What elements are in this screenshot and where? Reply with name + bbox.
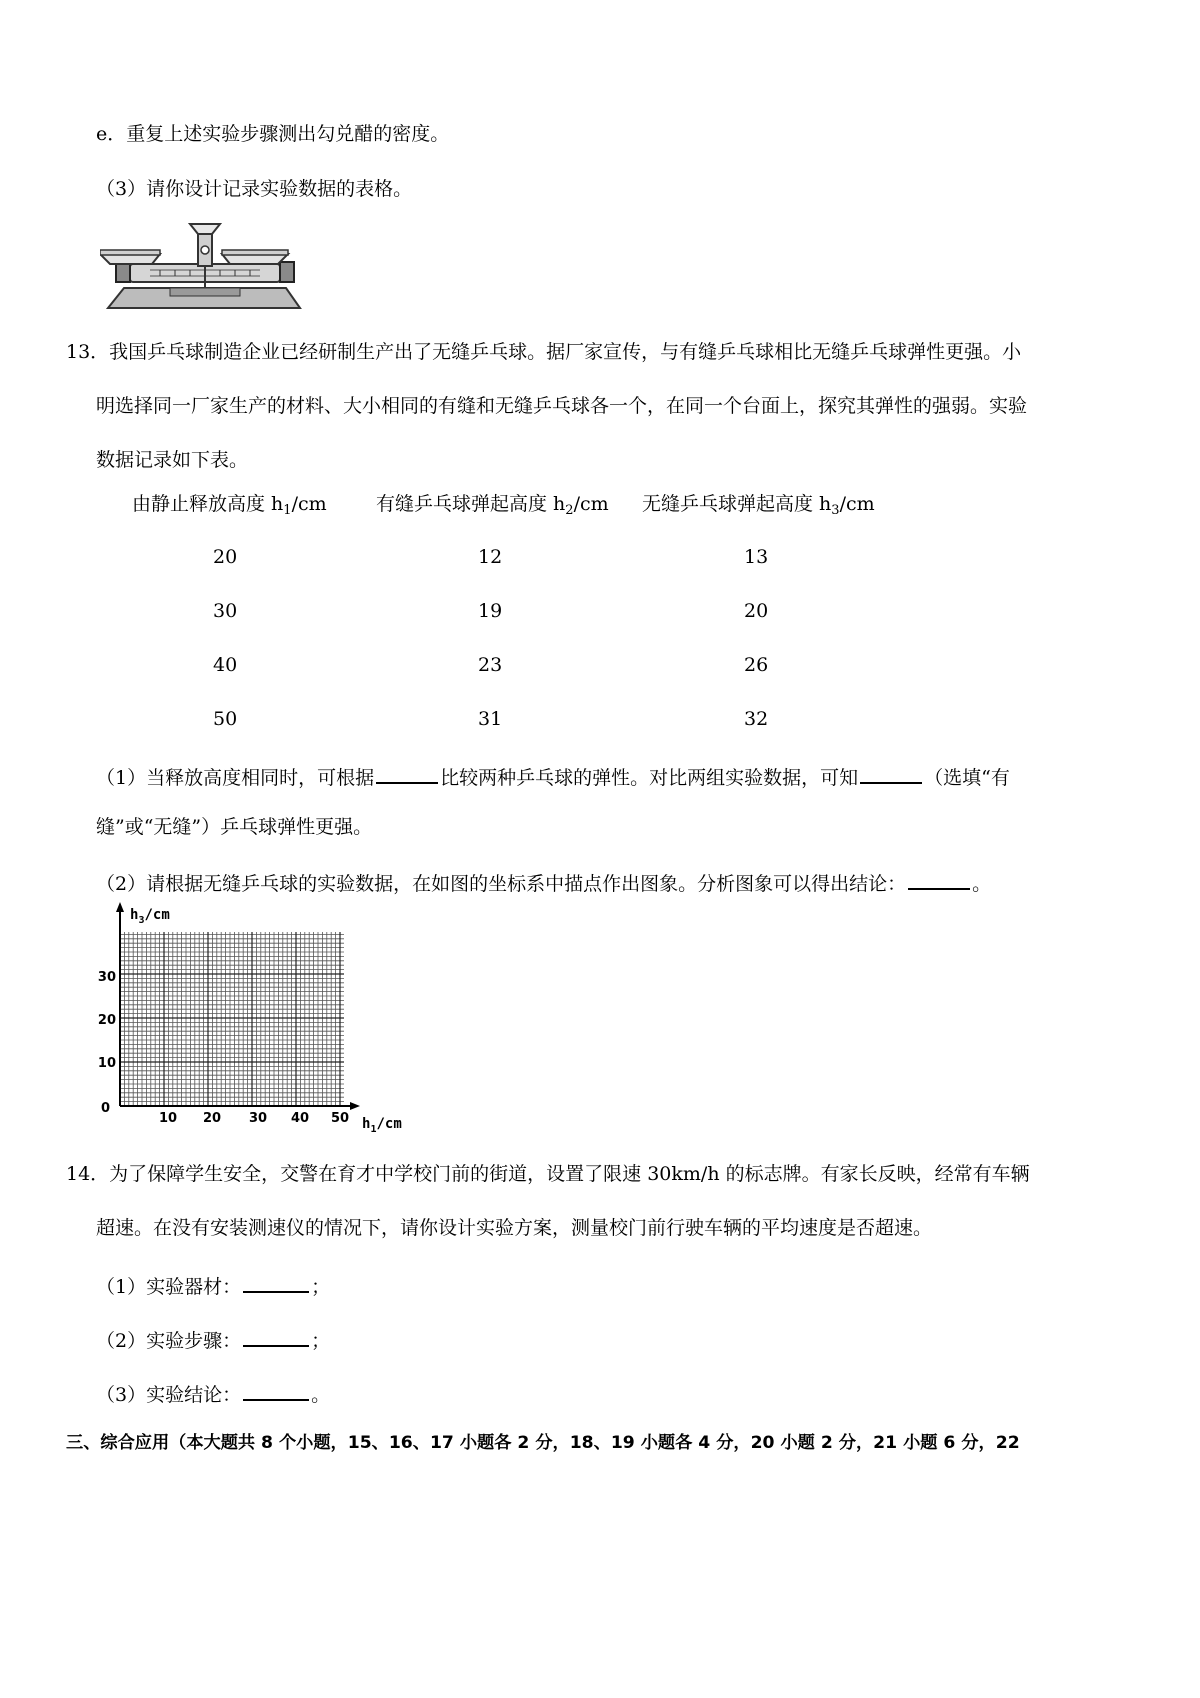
- answer-blank[interactable]: [860, 764, 922, 784]
- y-tick-label: 30: [97, 970, 116, 985]
- x-tick-label: 10: [158, 1111, 178, 1126]
- y-tick-label: 20: [97, 1013, 116, 1028]
- x-tick-label: 20: [202, 1111, 222, 1126]
- answer-blank[interactable]: [376, 764, 438, 784]
- x-tick-label: 50: [330, 1111, 350, 1126]
- table-header-h3: 无缝乒乓球弹起高度 $h_3/cm$: [642, 493, 875, 518]
- answer-blank[interactable]: [243, 1381, 309, 1401]
- table-cell: 31: [478, 708, 503, 730]
- q14-text-line1: 14．为了保障学生安全，交警在育才中学校门前的街道，设置了限速 30km/h 的标志牌。有家长反映，经常有车辆: [66, 1163, 1030, 1185]
- answer-blank[interactable]: [243, 1273, 309, 1293]
- q13-text-line1: 13．我国乒乓球制造企业已经研制生产出了无缝乒乓球。据厂家宣传，与有缝乒乓球相比无缝乒乓球弹性更强。小: [66, 341, 1022, 363]
- balance-scale-figure: [100, 220, 310, 312]
- table-header-h1: 由静止释放高度 $h_1/cm$: [132, 493, 327, 518]
- section3-heading: 三、综合应用（本大题共 8 个小题，15、16、17 小题各 2 分，18、19 小题各 4 分，20 小题 2 分，21 小题 6 分，22: [66, 1433, 1020, 1453]
- table-cell: 19: [478, 600, 503, 622]
- y-axis-label: $h_3/cm$: [130, 907, 170, 926]
- x-tick-label: 30: [248, 1111, 268, 1126]
- y-axis-arrow-icon: [116, 902, 124, 912]
- table-cell: 23: [478, 654, 503, 676]
- x-axis-label: $h_1/cm$: [362, 1116, 402, 1135]
- q14-item-equipment: （1）实验器材： ；: [96, 1273, 330, 1297]
- q13-text-line3: 数据记录如下表。: [96, 449, 249, 471]
- y-tick-label: 0: [100, 1101, 110, 1116]
- table-cell: 40: [213, 654, 238, 676]
- table-cell: 50: [213, 708, 238, 730]
- x-tick-label: 40: [290, 1111, 310, 1126]
- q12-step-e: e．重复上述实验步骤测出勾兑醋的密度。: [96, 123, 450, 145]
- answer-blank[interactable]: [908, 870, 970, 890]
- coordinate-grid: [90, 900, 420, 1140]
- answer-blank[interactable]: [243, 1327, 309, 1347]
- table-cell: 26: [744, 654, 769, 676]
- table-cell: 20: [744, 600, 769, 622]
- table-cell: 12: [478, 546, 503, 568]
- table-cell: 32: [744, 708, 769, 730]
- y-tick-label: 10: [97, 1056, 116, 1071]
- q12-part3: （3）请你设计记录实验数据的表格。: [96, 178, 413, 200]
- q14-item-conclusion: （3）实验结论： 。: [96, 1381, 330, 1405]
- q13-part1-line2: 缝”或“无缝”）乒乓球弹性更强。: [96, 816, 373, 838]
- q14-text-line2: 超速。在没有安装测速仪的情况下，请你设计实验方案，测量校门前行驶车辆的平均速度是否超速。: [96, 1217, 933, 1239]
- table-cell: 30: [213, 600, 238, 622]
- table-cell: 13: [744, 546, 769, 568]
- q13-part2: （2）请根据无缝乒乓球的实验数据，在如图的坐标系中描点作出图象。分析图象可以得出结论： 。: [96, 870, 991, 894]
- x-axis-arrow-icon: [350, 1102, 360, 1110]
- table-cell: 20: [213, 546, 238, 568]
- q13-part1-line1: （1）当释放高度相同时，可根据 比较两种乒乓球的弹性。对比两组实验数据，可知 （选填“有: [96, 764, 1010, 788]
- q14-item-steps: （2）实验步骤： ；: [96, 1327, 330, 1351]
- table-header-h2: 有缝乒乓球弹起高度 $h_2/cm$: [376, 493, 609, 518]
- q13-text-line2: 明选择同一厂家生产的材料、大小相同的有缝和无缝乒乓球各一个，在同一个台面上，探究其弹性的强弱。实验: [96, 395, 1028, 417]
